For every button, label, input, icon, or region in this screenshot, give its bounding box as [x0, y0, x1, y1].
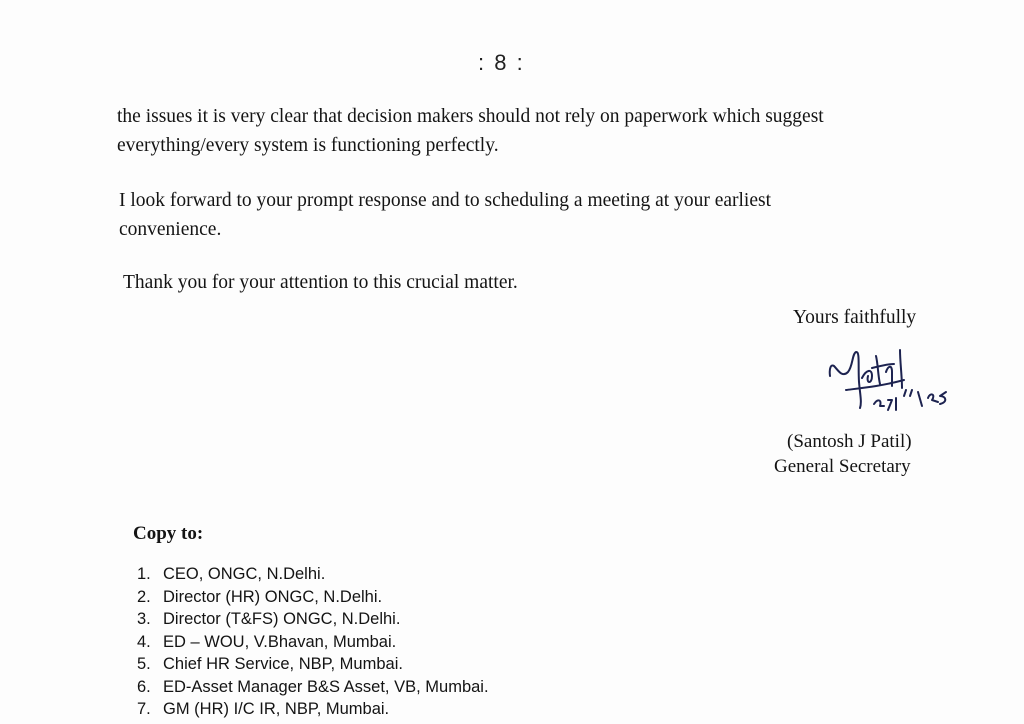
list-item: [137, 608, 489, 631]
handwritten-signature: [822, 342, 962, 422]
signer-title: General Secretary: [774, 456, 911, 477]
list-item-text: ED – WOU, V.Bhavan, Mumbai.: [163, 632, 397, 651]
paragraph-line: I look forward to your prompt response and to scheduling a meeting at your earliest: [119, 190, 771, 211]
list-item-text: Director (HR) ONGC, N.Delhi.: [163, 587, 383, 606]
list-item-number: 5.: [137, 655, 151, 673]
list-item-number: 4.: [137, 632, 151, 651]
paragraph-line: the issues it is very clear that decision makers should not rely on paperwork which suggest: [117, 106, 824, 127]
list-item: [137, 676, 489, 699]
copy-to-list: [137, 563, 489, 721]
list-item-number: 2.: [137, 587, 151, 606]
copy-to-heading: Copy to:: [133, 523, 204, 544]
body-paragraph: [119, 186, 771, 244]
list-item: [137, 653, 489, 676]
body-paragraph: [123, 268, 518, 297]
list-item-number: 6.: [137, 677, 151, 696]
list-item-number: 1.: [137, 565, 151, 583]
body-paragraph: [117, 102, 824, 160]
signer-name: (Santosh J Patil): [787, 431, 912, 452]
list-item-text: GM (HR) I/C IR, NBP, Mumbai.: [163, 700, 390, 718]
paragraph-line: Thank you for your attention to this crucial matter.: [123, 272, 518, 293]
list-item: [137, 698, 489, 721]
list-item-text: Director (T&FS) ONGC, N.Delhi.: [163, 610, 401, 628]
paragraph-line: convenience.: [119, 219, 222, 240]
closing-salutation: Yours faithfully: [793, 307, 917, 328]
list-item: [137, 631, 489, 654]
list-item: [137, 586, 489, 609]
list-item-text: CEO, ONGC, N.Delhi.: [163, 565, 326, 583]
list-item-text: ED-Asset Manager B&S Asset, VB, Mumbai.: [163, 677, 489, 696]
list-item: [137, 563, 489, 586]
list-item-text: Chief HR Service, NBP, Mumbai.: [163, 655, 403, 673]
paragraph-line: everything/every system is functioning perfectly.: [117, 135, 499, 156]
list-item-number: 7.: [137, 700, 151, 718]
list-item-number: 3.: [137, 610, 151, 628]
page-number: : 8 :: [478, 50, 525, 75]
